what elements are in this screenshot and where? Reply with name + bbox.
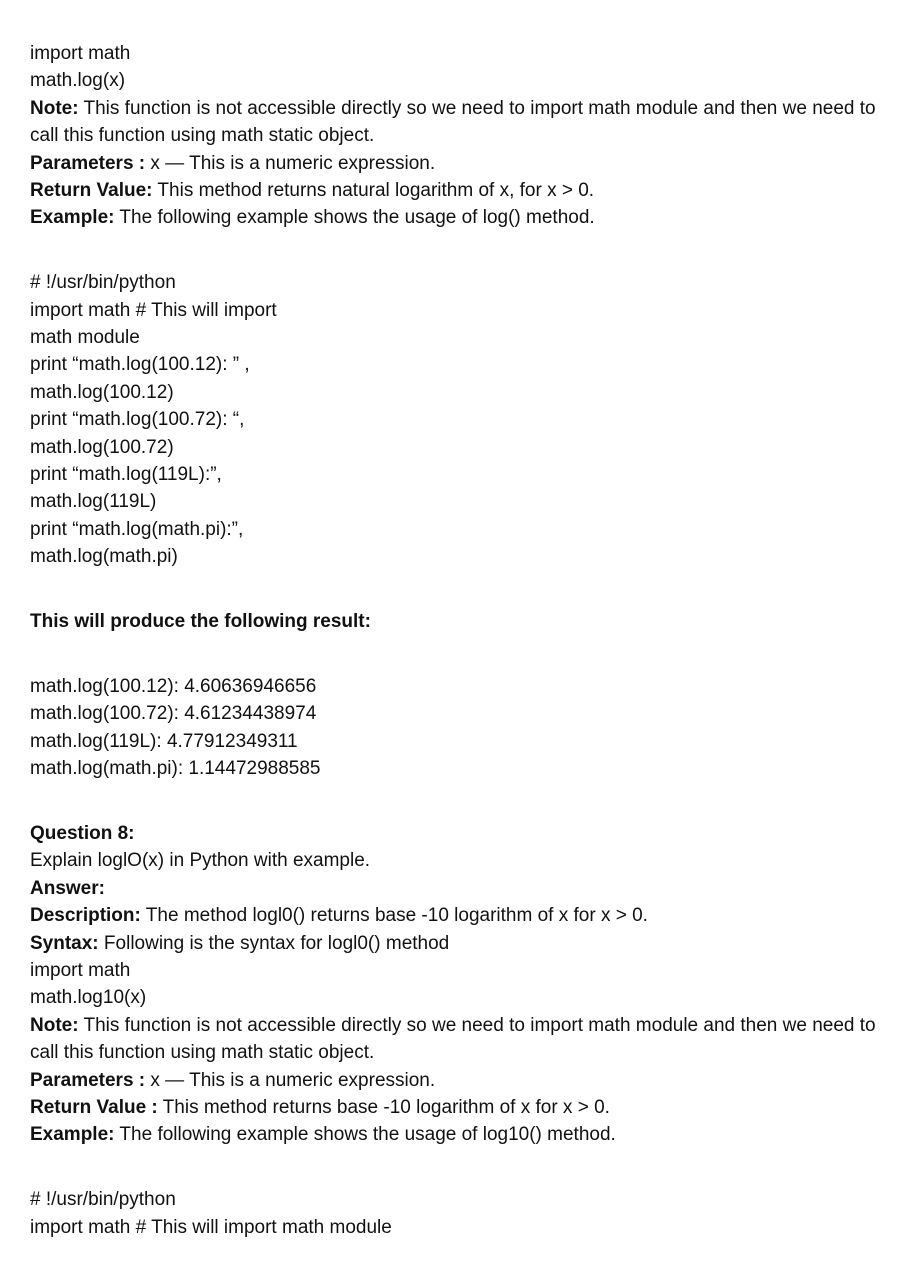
return-value-label: Return Value : (30, 1096, 158, 1118)
description-label: Description: (30, 905, 141, 927)
syntax-text: Following is the syntax for logl0() method (98, 932, 450, 954)
code-line: print “math.log(100.12): ” , (30, 354, 250, 376)
syntax-line: import math (30, 959, 131, 981)
result-heading: This will produce the following result: (30, 611, 371, 633)
log-syntax-block (30, 40, 890, 95)
result-line: math.log(100.72): 4.61234438974 (30, 703, 317, 725)
code-line: print “math.log(100.72): “, (30, 409, 245, 431)
note-text: This function is not accessible directly so we need to import math module and then we need to call this function using math static object. (30, 97, 881, 147)
result-line: math.log(math.pi): 1.14472988585 (30, 758, 321, 780)
note-label: Note: (30, 1014, 79, 1036)
description-text: The method logl0() returns base -10 logarithm of x for x > 0. (140, 905, 648, 927)
code-block (30, 269, 890, 570)
parameters-line (30, 1067, 890, 1094)
question-text: Explain loglO(x) in Python with example. (30, 850, 371, 872)
code-line: # !/usr/bin/python (30, 1189, 176, 1211)
result-line: math.log(100.12): 4.60636946656 (30, 675, 317, 697)
code-block (30, 1186, 890, 1241)
return-value-text: This method returns natural logarithm of x, for x > 0. (152, 180, 595, 202)
syntax-line: math.log10(x) (30, 987, 147, 1009)
note-paragraph (30, 1012, 890, 1067)
code-line: math.log(math.pi) (30, 546, 178, 568)
code-line: # !/usr/bin/python (30, 272, 176, 294)
return-value-label: Return Value: (30, 180, 153, 202)
result-line: math.log(119L): 4.77912349311 (30, 730, 298, 752)
code-line: math module (30, 327, 140, 349)
code-line: import math # This will import (30, 299, 277, 321)
result-block (30, 673, 890, 783)
code-line: import math # This will import math module (30, 1216, 392, 1238)
note-text: This function is not accessible directly so we need to import math module and then we need to call this function using math static object. (30, 1014, 881, 1064)
code-line: print “math.log(math.pi):”, (30, 518, 244, 540)
parameters-text: x — This is a numeric expression. (145, 152, 436, 174)
return-value-line (30, 1094, 890, 1121)
document-page (30, 40, 890, 1241)
syntax-line: import math (30, 43, 131, 64)
parameters-label: Parameters : (30, 152, 146, 174)
example-text: The following example shows the usage of log10() method. (114, 1124, 616, 1146)
example-text: The following example shows the usage of log() method. (114, 207, 595, 229)
return-value-line (30, 177, 890, 204)
question-label: Question 8: (30, 822, 135, 844)
code-line: math.log(100.12) (30, 381, 174, 403)
code-line: print “math.log(119L):”, (30, 464, 222, 486)
syntax-line: math.log(x) (30, 70, 126, 92)
code-line: math.log(100.72) (30, 436, 174, 458)
parameters-line (30, 150, 890, 177)
example-line (30, 204, 890, 231)
parameters-label: Parameters : (30, 1069, 146, 1091)
parameters-text: x — This is a numeric expression. (145, 1069, 436, 1091)
example-label: Example: (30, 207, 115, 229)
syntax-label: Syntax: (30, 932, 99, 954)
example-line (30, 1121, 890, 1148)
example-label: Example: (30, 1124, 115, 1146)
return-value-text: This method returns base -10 logarithm of x for x > 0. (157, 1096, 610, 1118)
note-label: Note: (30, 97, 79, 119)
note-paragraph (30, 95, 890, 150)
description-line (30, 902, 890, 929)
syntax-heading-line (30, 930, 890, 957)
answer-label: Answer: (30, 877, 105, 899)
code-line: math.log(119L) (30, 491, 157, 513)
